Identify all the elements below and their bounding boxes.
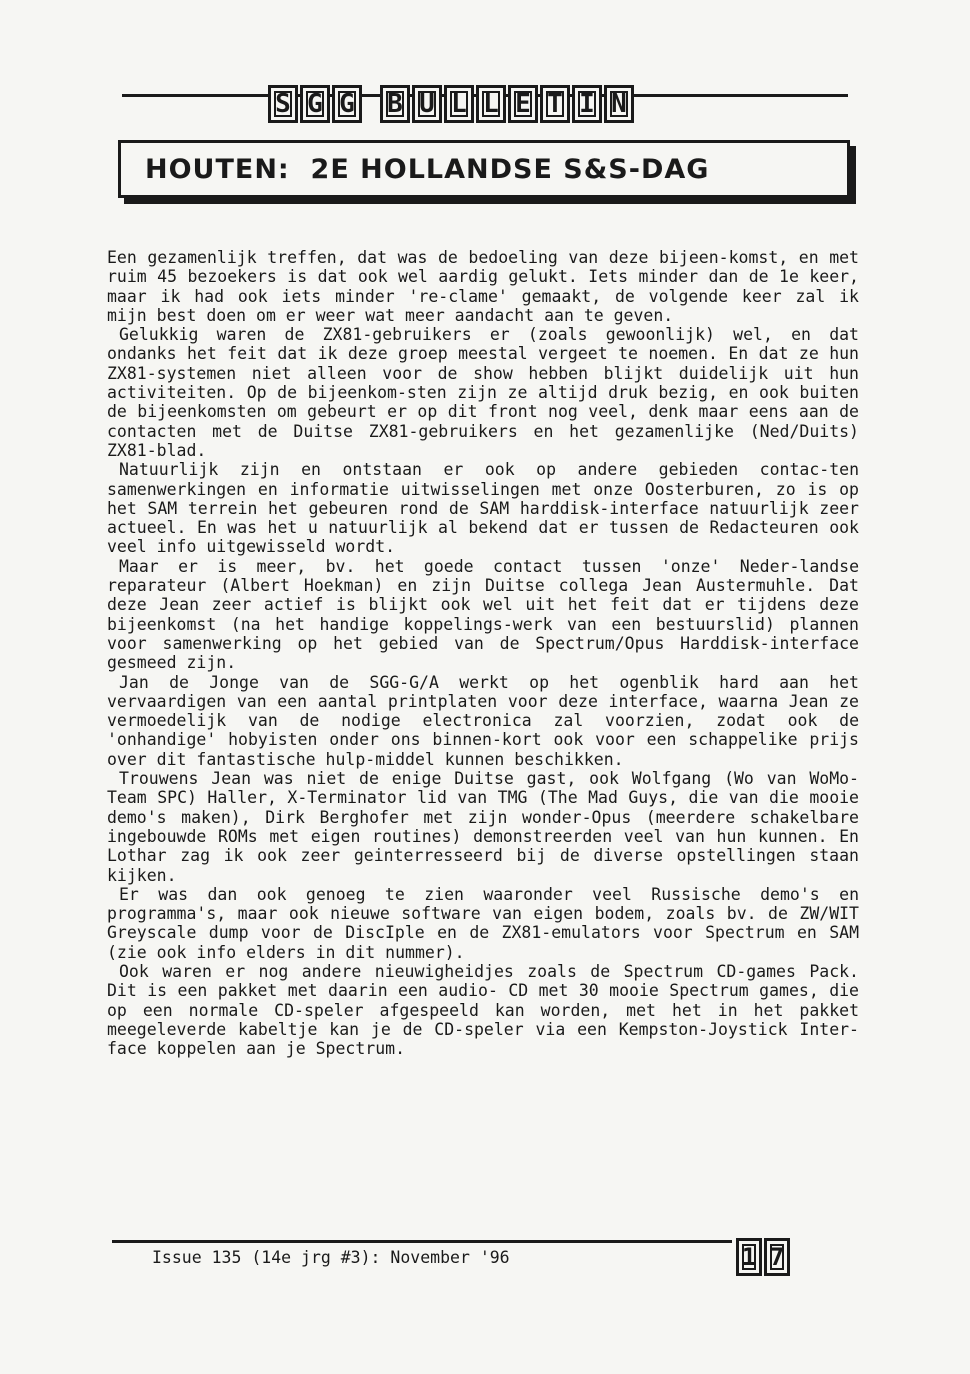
article-paragraph: Maar er is meer, bv. het goede contact tussen 'onze' Neder-landse reparateur (Albert Hoekman) en zijn Duitse collega Jean Austermuhle. Dat deze Jean zeer actief is blijkt ook wel uit het feit dat er tijdens deze bijeenkomst (na het handige koppelings-werk van een bestuurslid) plannen voor samenwerking op het gebied van de Spectrum/Opus Harddisk-interface gesmeed zijn.	[107, 556, 859, 673]
masthead-letter: L	[444, 85, 474, 123]
masthead-letter: I	[572, 85, 602, 123]
page-digit: 7	[764, 1238, 790, 1276]
issue-footer: Issue 135 (14e jrg #3): November '96	[152, 1248, 510, 1267]
bottom-rule	[112, 1240, 732, 1243]
masthead-letter: B	[380, 85, 410, 123]
article-paragraph: Trouwens Jean was niet de enige Duitse gast, ook Wolfgang (Wo van WoMo-Team SPC) Haller, X-Terminator lid van TMG (The Mad Guys, die van die mooie demo's maken), Dirk Berghofer met zijn wonder-Opus (meerdere schakelbare ingebouwde ROMs met eigen routines) demonstreerden veel van hun kunnen. En Lothar zag ik ook zeer geinterresseerd bij de diverse opstellingen staan kijken.	[107, 769, 859, 885]
masthead-letter: L	[476, 85, 506, 123]
article-body	[107, 248, 859, 1058]
article-paragraph: Ook waren er nog andere nieuwigheidjes zoals de Spectrum CD-games Pack. Dit is een pakket met daarin een audio- CD met 30 mooie Spectrum games, die op een normale CD-speler afgespeeld kan worden, met het in het pakket meegeleverde kabeltje kan je de CD-speler via een Kempston-Joystick Inter- face koppelen aan je Spectrum.	[107, 961, 859, 1059]
masthead-letter: G	[300, 85, 330, 123]
article-paragraph: Een gezamenlijk treffen, dat was de bedoeling van deze bijeen-komst, en met ruim 45 bezoekers is dat ook wel aardig gelukt. Iets minder dan de 1e keer, maar ik had ook iets minder 're-clame' gemaakt, de volgende keer zal ik mijn best doen om er weer wat meer aandacht aan te geven.	[107, 248, 859, 325]
masthead-letter: E	[508, 85, 538, 123]
article-paragraph: Er was dan ook genoeg te zien waaronder veel Russische demo's en programma's, maar ook nieuwe software van eigen bodem, zoals bv. de ZW/WIT Greyscale dump voor de DiscIple en de ZX81-emulators voor Spectrum en SAM (zie ook info elders in dit nummer).	[107, 884, 859, 962]
masthead-letter: T	[540, 85, 570, 123]
masthead-letter: U	[412, 85, 442, 123]
masthead-logo	[268, 83, 636, 125]
page-number	[736, 1238, 792, 1276]
article-paragraph: Gelukkig waren de ZX81-gebruikers er (zoals gewoonlijk) wel, en dat ondanks het feit dat ik deze groep meestal vergeet te noemen. En dat ze hun ZX81-systemen niet alleen voor de show hebben blijkt duidelijk uit hun activiteiten. Op de bijeenkom-sten zijn ze altijd druk bezig, en ook buiten de bijeenkomsten om gebeurt er op dit front nog veel, denk maar eens aan de contacten met de Duitse ZX81-gebruikers en het gezamenlijke (Ned/Duits) ZX81-blad.	[107, 325, 859, 460]
headline-box	[118, 140, 850, 198]
article-headline: HOUTEN: 2E HOLLANDSE S&S-DAG	[145, 153, 710, 185]
article-paragraph: Jan de Jonge van de SGG-G/A werkt op het ogenblik hard aan het vervaardigen van een aantal printplaten voor deze interface, waarna Jean ze vermoedelijk van de nodige electronica zal voorzien, zodat ook de 'onhandige' hobyisten onder ons binnen-kort ook voor een schappelike prijs over dit fantastische hulp-middel kunnen beschikken.	[107, 672, 859, 769]
masthead-letter: G	[332, 85, 362, 123]
page-digit: 1	[736, 1238, 762, 1276]
article-paragraph: Natuurlijk zijn en ontstaan er ook op andere gebieden contac-ten samenwerkingen en informatie uitwisselingen met onze Oosterburen, zo is op het SAM terrein het gebeuren rond de SAM harddisk-interface natuurlijk zeer actueel. En was het u natuurlijk al bekend dat er tussen de Redacteuren ook veel info uitgewisseld wordt.	[107, 460, 859, 557]
masthead-letter: S	[268, 85, 298, 123]
masthead-letter: N	[604, 85, 634, 123]
